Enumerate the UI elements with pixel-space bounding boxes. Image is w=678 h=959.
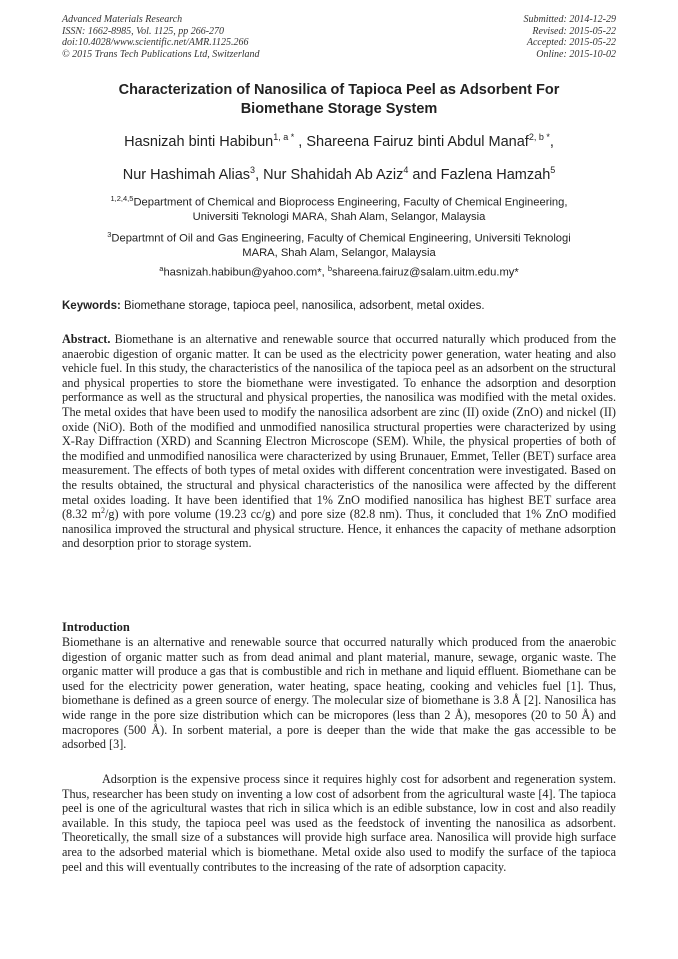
author-superscript: 3	[250, 165, 256, 175]
email-link[interactable]: shareena.fairuz@salam.uitm.edu.my*	[332, 266, 519, 279]
introduction-paragraph-1: Biomethane is an alternative and renewable source that occurred naturally which produced from the anaerobic digestion of organic matter such as from dead animal and plant material, manure, sewage, organic waste. The organic matter will produce a gas that is combustible and rich in methane and liquid effluent. Biomethane can be used for the electricity power generation, water heating, space heating, cooking and vehicles fuel [1]. Thus, biomethane is defined as a green source of energy. The molecular size of biomethane is 3.8 Å [2]. Nanosilica has wide range in the pore size distribution which can be micropores (less than 2 Å), mesopores (20 to 50 Å) and macropores (500 Å). In sorbent material, a pore is deeper than the wide that make the gas accessible to be adsorbed [3].	[62, 635, 616, 752]
date-revised: Revised: 2015-05-22	[532, 25, 616, 37]
author-superscript: 1, a *	[273, 132, 295, 142]
submission-dates	[524, 14, 617, 60]
date-accepted: Accepted: 2015-05-22	[526, 37, 616, 48]
author-line-1	[40, 128, 638, 151]
author-separator: ,	[255, 166, 264, 183]
introduction-heading: Introduction	[62, 620, 130, 634]
abstract-text: Biomethane is an alternative and renewable source that occurred naturally which produced from the anaerobic digestion of organic matter. It can be used as the electricity power generation, water heating and also vehicle fuel. In this study, the characteristics of the nanosilica of the tapioca peel as an adsorbent on the structural and physical properties to store the biomethane were investigated. To enhance the adsorption and desorption performance as well as the structural and physical properties, the nanosilica was modified with the metal oxides. The metal oxides that have been used to modify the nanosilica adsorbent are zinc (II) oxide (ZnO) and nickel (II) oxide (NiO). Both of the modified and unmodified nanosilica structural properties were characterized by using X-Ray Diffraction (XRD) and Scanning Electron Microscope (SEM). While, the physical properties of both of the modified and unmodified nanosilica were characterized by using Brunauer, Emmet, Teller (BET) surface area measurement. The effects of both types of metal oxides with different concentration were investigated. Based on the results obtained, the structural and physical characteristics of the nanosilica were affected by the different metal oxides loading. It have been identified that 1% ZnO modified nanosilica has highest BET surface area (8.32 m	[62, 332, 616, 522]
abstract-label: Abstract.	[62, 332, 111, 346]
introduction-paragraph-2: Adsorption is the expensive process since it requires highly cost for adsorbent and regeneration system. Thus, researcher has been study on inventing a low cost of adsorbent from the agricultural waste [4]. The tapioca peel is one of the agricultural wastes that rich in silica which is an edible substance, low in cost and also readily available. In this study, the tapioca peel was used as the feedstock of inventing the nanosilica as adsorbent. Theoretically, the small size of a substances will provide high surface area. Nanosilica will provide high surface area to the adsorbed material which is biomethane. Metal oxide also used to modify the surface of the tapioca peel and this will eventually contributes to the increasing of the rate of adsorption capacity.	[62, 772, 616, 874]
affiliation-1	[60, 192, 618, 225]
affiliation-text: Universiti Teknologi MARA, Shah Alam, Selangor, Malaysia	[192, 211, 486, 224]
author-name: Fazlena Hamzah	[440, 166, 551, 183]
author-line-2	[40, 161, 638, 184]
author-separator: ,	[549, 133, 554, 150]
abstract	[62, 332, 616, 551]
abstract-superscript: 2	[101, 506, 106, 516]
affiliation-superscript: 3	[107, 230, 112, 239]
date-online: Online: 2015-10-02	[536, 48, 616, 60]
date-submitted: Submitted: 2014-12-29	[523, 14, 616, 25]
email-superscript: a	[159, 264, 164, 273]
author-name: Hasnizah binti Habibun	[124, 133, 274, 150]
email-superscript: b	[327, 264, 332, 273]
author-name: Nur Shahidah Ab Aziz	[263, 166, 404, 183]
abstract-text: /g) with pore volume (19.23 cc/g) and pore size (82.8 nm). Thus, it concluded that 1% ZnO modified nanosilica improved the structural and physical structure. Hence, it enhances the capacity of methane adsorption and desorption prior to storage system.	[62, 507, 616, 551]
affiliation-text: MARA, Shah Alam, Selangor, Malaysia	[242, 247, 436, 260]
keywords-text: Biomethane storage, tapioca peel, nanosilica, adsorbent, metal oxides.	[120, 300, 485, 312]
paper-title	[40, 81, 638, 118]
journal-issn: ISSN: 1662-8985, Vol. 1125, pp 266-270	[62, 25, 225, 37]
journal-info	[62, 14, 260, 60]
affiliation-2	[60, 228, 618, 261]
title-line-2: Biomethane Storage System	[240, 100, 438, 117]
affiliation-text: Department of Chemical and Bioprocess Engineering, Faculty of Chemical Engineering,	[133, 196, 568, 209]
author-superscript: 4	[403, 165, 409, 175]
author-name: Shareena Fairuz binti Abdul Manaf	[306, 133, 529, 150]
journal-copyright: © 2015 Trans Tech Publications Ltd, Switzerland	[62, 48, 260, 60]
author-separator: ,	[294, 133, 307, 150]
email-link[interactable]: hasnizah.habibun@yahoo.com*,	[163, 266, 328, 279]
affiliation-text: Departmnt of Oil and Gas Engineering, Faculty of Chemical Engineering, Universiti Teknologi	[111, 232, 571, 245]
affiliation-superscript: 1,2,4,5	[110, 194, 134, 203]
author-emails	[40, 264, 638, 279]
keywords-label: Keywords:	[62, 300, 121, 312]
author-name: Nur Hashimah Alias	[122, 166, 251, 183]
title-line-1: Characterization of Nanosilica of Tapioca Peel as Adsorbent For	[118, 82, 560, 98]
author-superscript: 2, b *	[528, 132, 550, 142]
author-separator: and	[408, 166, 441, 183]
journal-name: Advanced Materials Research	[62, 14, 183, 25]
journal-doi: doi:10.4028/www.scientific.net/AMR.1125.266	[62, 37, 249, 48]
author-superscript: 5	[550, 165, 556, 175]
keywords	[62, 300, 616, 312]
